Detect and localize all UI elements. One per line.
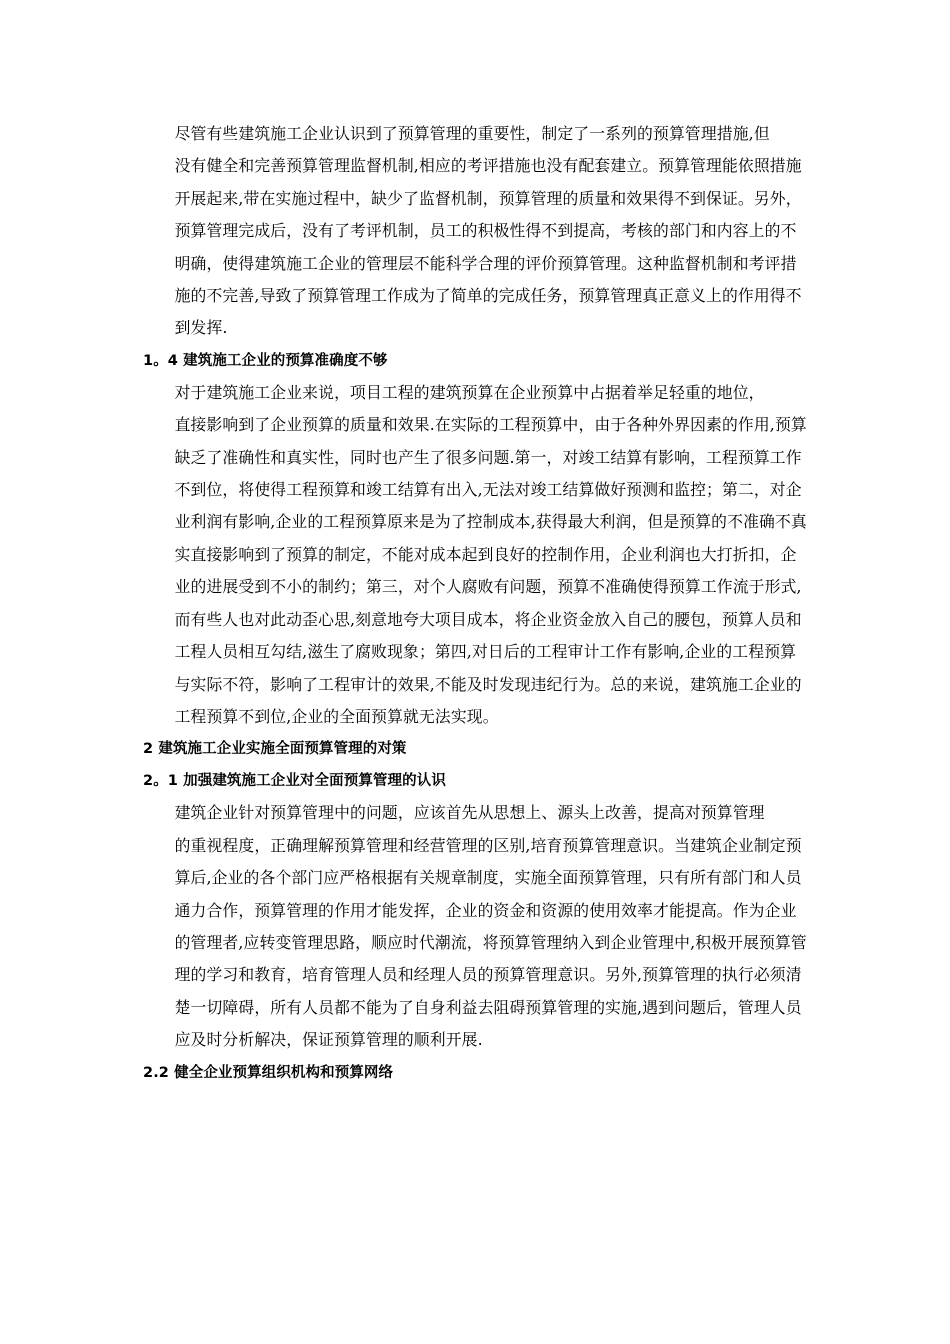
text-line: 应及时分析解决，保证预算管理的顺利开展. [174,1030,483,1050]
paragraph-budget-awareness [143,797,809,1056]
text-line: 与实际不符，影响了工程审计的效果,不能及时发现违纪行为。总的来说，建筑施工企业的 [174,674,802,694]
text-line: 楚一切障碍，所有人员都不能为了自身利益去阻碍预算管理的实施,遇到问题后，管理人员 [174,997,802,1017]
text-line: 业的进展受到不小的制约；第三，对个人腐败有问题，预算不准确使得预算工作流于形式, [174,577,802,597]
text-line: 的重视程度，正确理解预算管理和经营管理的区别,培育预算管理意识。当建筑企业制定预 [174,835,802,855]
text-line: 通力合作，预算管理的作用才能发挥，企业的资金和资源的使用效率才能提高。作为企业 [174,900,797,920]
text-line: 没有健全和完善预算管理监督机制,相应的考评措施也没有配套建立。预算管理能依照措施 [174,156,802,176]
document-page [143,118,809,1089]
text-line: 明确，使得建筑施工企业的管理层不能科学合理的评价预算管理。这种监督机制和考评措 [174,253,797,273]
text-line: 尽管有些建筑施工企业认识到了预算管理的重要性，制定了一系列的预算管理措施,但 [174,124,770,143]
text-line: 对于建筑施工企业来说，项目工程的建筑预算在企业预算中占据着举足轻重的地位， [174,382,765,402]
text-line: 到发挥. [174,318,228,338]
text-line: 缺乏了准确性和真实性，同时也产生了很多问题.第一，对竣工结算有影响，工程预算工作 [174,447,802,467]
section-heading-2-2: 2.2 健全企业预算组织机构和预算网络 [143,1064,394,1081]
paragraph-budget-accuracy [143,377,809,733]
text-line: 工程人员相互勾结,滋生了腐败现象；第四,对日后的工程审计工作有影响,企业的工程预算 [174,642,797,662]
text-line: 而有些人也对此动歪心思,刻意地夸大项目成本，将企业资金放入自己的腰包，预算人员和 [174,609,802,629]
text-line: 不到位，将使得工程预算和竣工结算有出入,无法对竣工结算做好预测和监控；第二，对企 [174,480,802,500]
section-heading-2-1: 2。1 加强建筑施工企业对全面预算管理的认识 [143,773,446,790]
text-line: 的管理者,应转变管理思路，顺应时代潮流，将预算管理纳入到企业管理中,积极开展预算管 [174,932,807,952]
paragraph-supervision-mechanism [143,118,809,345]
section-heading-1-4: 1。4 建筑施工企业的预算准确度不够 [143,352,388,369]
text-line: 工程预算不到位,企业的全面预算就无法实现。 [174,706,499,726]
text-line: 施的不完善,导致了预算管理工作成为了简单的完成任务，预算管理真正意义上的作用得不 [174,286,802,306]
text-line: 理的学习和教育，培育管理人员和经理人员的预算管理意识。另外,预算管理的执行必须清 [174,965,802,985]
text-line: 业利润有影响,企业的工程预算原来是为了控制成本,获得最大利润，但是预算的不准确不真 [174,512,807,532]
text-line: 建筑企业针对预算管理中的问题，应该首先从思想上、源头上改善，提高对预算管理 [174,803,765,823]
text-line: 开展起来,带在实施过程中，缺少了监督机制，预算管理的质量和效果得不到保证。另外， [174,188,802,208]
text-line: 直接影响到了企业预算的质量和效果.在实际的工程预算中，由于各种外界因素的作用,预算 [174,415,807,435]
text-line: 实直接影响到了预算的制定，不能对成本起到良好的控制作用，企业利润也大打折扣，企 [174,544,797,564]
text-line: 算后,企业的各个部门应严格根据有关规章制度，实施全面预算管理，只有所有部门和人员 [174,868,802,888]
text-line: 预算管理完成后，没有了考评机制，员工的积极性得不到提高，考核的部门和内容上的不 [174,221,797,241]
section-heading-2: 2 建筑施工企业实施全面预算管理的对策 [143,741,407,758]
